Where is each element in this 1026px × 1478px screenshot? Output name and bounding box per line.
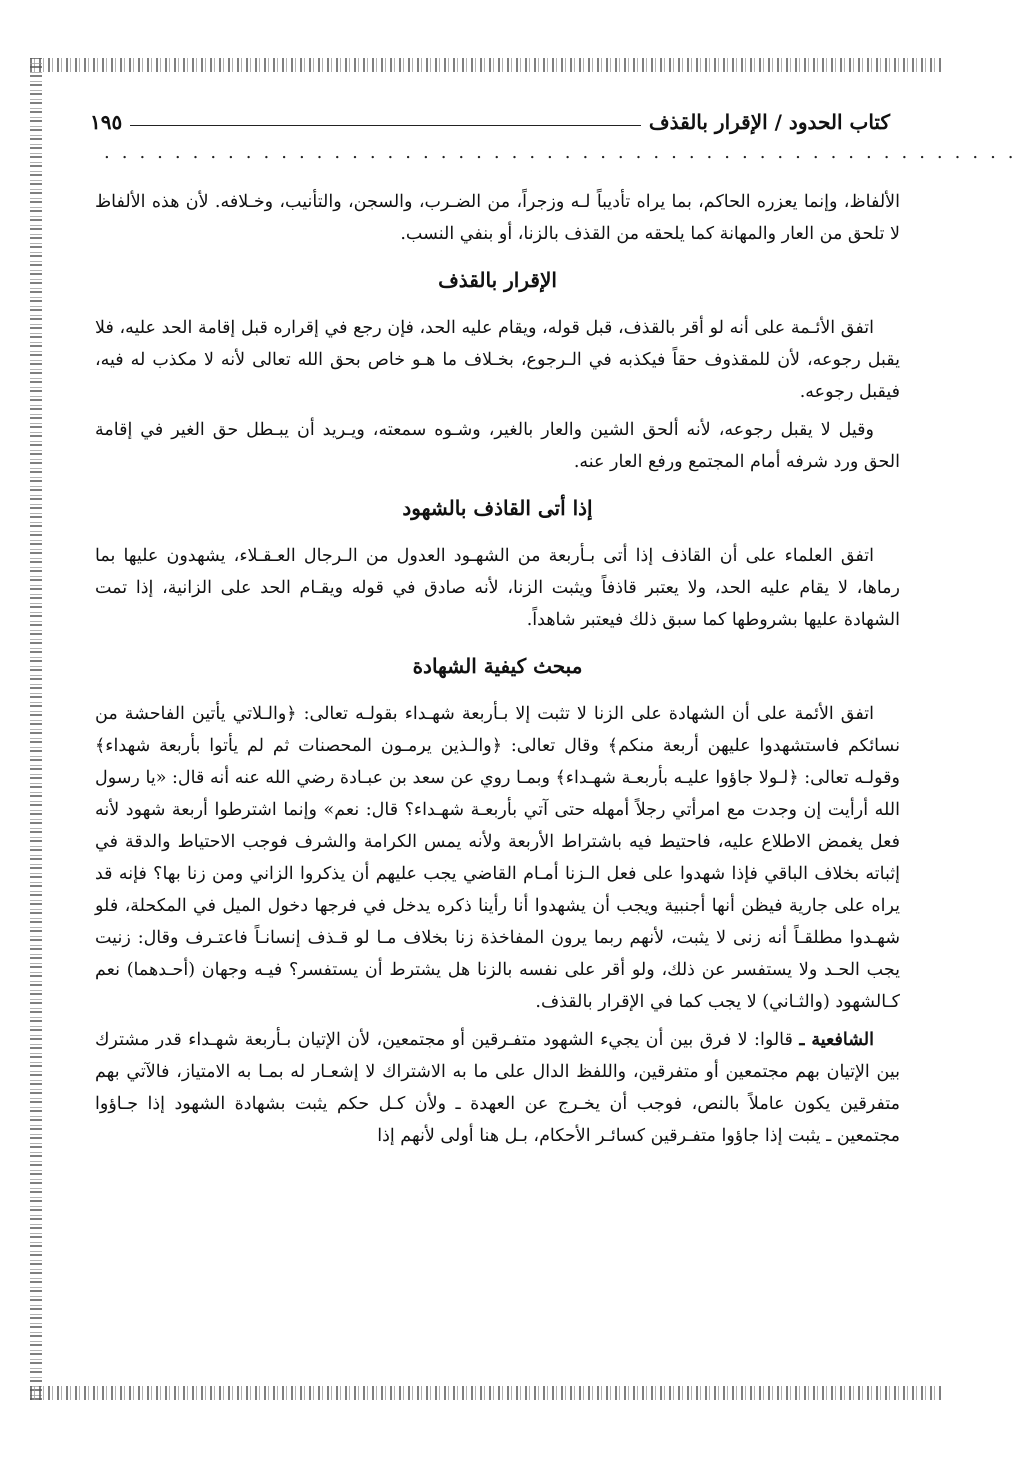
paragraph-5: اتفق الأئمة على أن الشهادة على الزنا لا تثبت إلا بـأربعة شهـداء بقولـه تعالى: ﴿والـلاتي يأتين الفاحشة من نسائكم فاستشهدوا عليهن أربعة منكم﴾ وقال تعالى: ﴿والـذين يرمـون المحصنات ثم لم يأتوا بأربعة شهداء﴾ وقولـه تعالى: ﴿لـولا جاؤوا عليـه بأربعـة شهـداء﴾ وبمـا روي عن سعد بن عبـادة رضي الله عنه أنه قال: «يا رسول الله أرأيت إن وجدت مع امرأتي رجلاً أمهله حتى آتي بأربعـة شهـداء؟ قال: نعم» وإنما اشترطوا أربعة شهود لأنه فعل يغمض الاطلاع عليه، فاحتيط فيه باشتراط الأربعة ولأنه يمس الكرامة والشرف فوجب الاحتياط والدقة في إثباته بخلاف الباقي فإذا شهدوا على فعل الـزنا أمـام القاضي يجب عليهم أن يذكروا الزاني ومن زنا بها؟ فإنه قد يراه على جارية فيظن أنها أجنبية ويجب أن يشهدوا أنا رأينا ذكره يدخل في فرجها دخول الميل في المكحلة، فلو شهـدوا مطلقـاً أنه زنى لا يثبت، لأنهم ربما يرون المفاخذة زنا بخلاف مـا لو قـذف إنسانـاً فاعتـرف وقال: زنيت يجب الحـد ولا يستفسر عن ذلك، ولو أقر على نفسه بالزنا هل يشترط أن يستفسر؟ فيـه وجهان (أحـدهما) نعم كـالشهود (والثـاني) لا يجب كما في الإقرار بالقذف. bbox=[95, 704, 900, 1012]
paragraph-6-text: قالوا: لا فرق بين أن يجيء الشهود متفـرقين أو مجتمعين، لأن الإتيان بـأربعة شهـداء قدر مشترك بين الإتيان بهم مجتمعين أو متفرقين، واللفظ الدال على ما به الاشتراك لا إشعـار له بمـا به الامتياز، فالآتي بهم متفرقين يكون عاملاً بالنص، فوجب أن يخـرج عن العهدة ـ ولأن كـل حكم يثبت بشهادة الشهود إذا جـاؤوا مجتمعين ـ يثبت إذا جاؤوا متفـرقين كسائـر الأحكام، بـل هنا أولى لأنهم إذا bbox=[95, 1030, 900, 1146]
heading-kayfiyya: مبحث كيفية الشهادة bbox=[412, 654, 583, 678]
running-header bbox=[90, 100, 890, 134]
paragraph-6 bbox=[95, 1024, 900, 1152]
page-body bbox=[95, 186, 900, 1158]
heading-iqrar: الإقرار بالقذف bbox=[438, 268, 557, 292]
paragraph-1: الألفاظ، وإنما يعزره الحاكم، بما يراه تأديباً لـه وزجراً، من الضـرب، والسجن، والتأنيب، وخـلافه. لأن هذه الألفاظ لا تلحق من العار والمهانة كما يلحقه من القذف بالزنا، أو بنفي النسب. bbox=[95, 192, 900, 244]
page-number: ١٩٥ bbox=[90, 110, 123, 134]
decorative-border-top bbox=[30, 58, 942, 72]
paragraph-6-lead: الشافعية ـ bbox=[799, 1030, 874, 1050]
dotted-separator: .................................................... bbox=[104, 142, 1026, 163]
paragraph-2: اتفق الأئـمة على أنه لو أقر بالقذف، قبل قوله، ويقام عليه الحد، فإن رجع في إقراره قبل إقامة الحد عليه، فلا يقبل رجوعه، لأن للمقذوف حقاً فيكذبه في الـرجوع، بخـلاف ما هـو خاص بحق الله تعالى لأنه لا مكذب له فيه، فيقبل رجوعه. bbox=[95, 318, 900, 402]
heading-shuhud: إذا أتى القاذف بالشهود bbox=[402, 496, 593, 520]
paragraph-3: وقيل لا يقبل رجوعه، لأنه ألحق الشين والعار بالغير، وشـوه سمعته، ويـريد أن يبـطل حق الغير في إقامة الحق ورد شرفه أمام المجتمع ورفع العار عنه. bbox=[95, 420, 900, 472]
decorative-border-bottom bbox=[30, 1386, 942, 1400]
header-rule bbox=[130, 125, 641, 126]
paragraph-4: اتفق العلماء على أن القاذف إذا أتى بـأربعة من الشهـود العدول من الـرجال العـقـلاء، يشهدون عليها بما رماها، لا يقام عليه الحد، ولا يعتبر قاذفاً ويثبت الزنا، لأنه صادق في قوله ويقـام الحد على الزانية، إذا تمت الشهادة عليها بشروطها كما سبق ذلك فيعتبر شاهداً. bbox=[95, 546, 900, 630]
decorative-border-left bbox=[30, 58, 42, 1400]
running-title: كتاب الحدود / الإقرار بالقذف bbox=[648, 110, 890, 134]
